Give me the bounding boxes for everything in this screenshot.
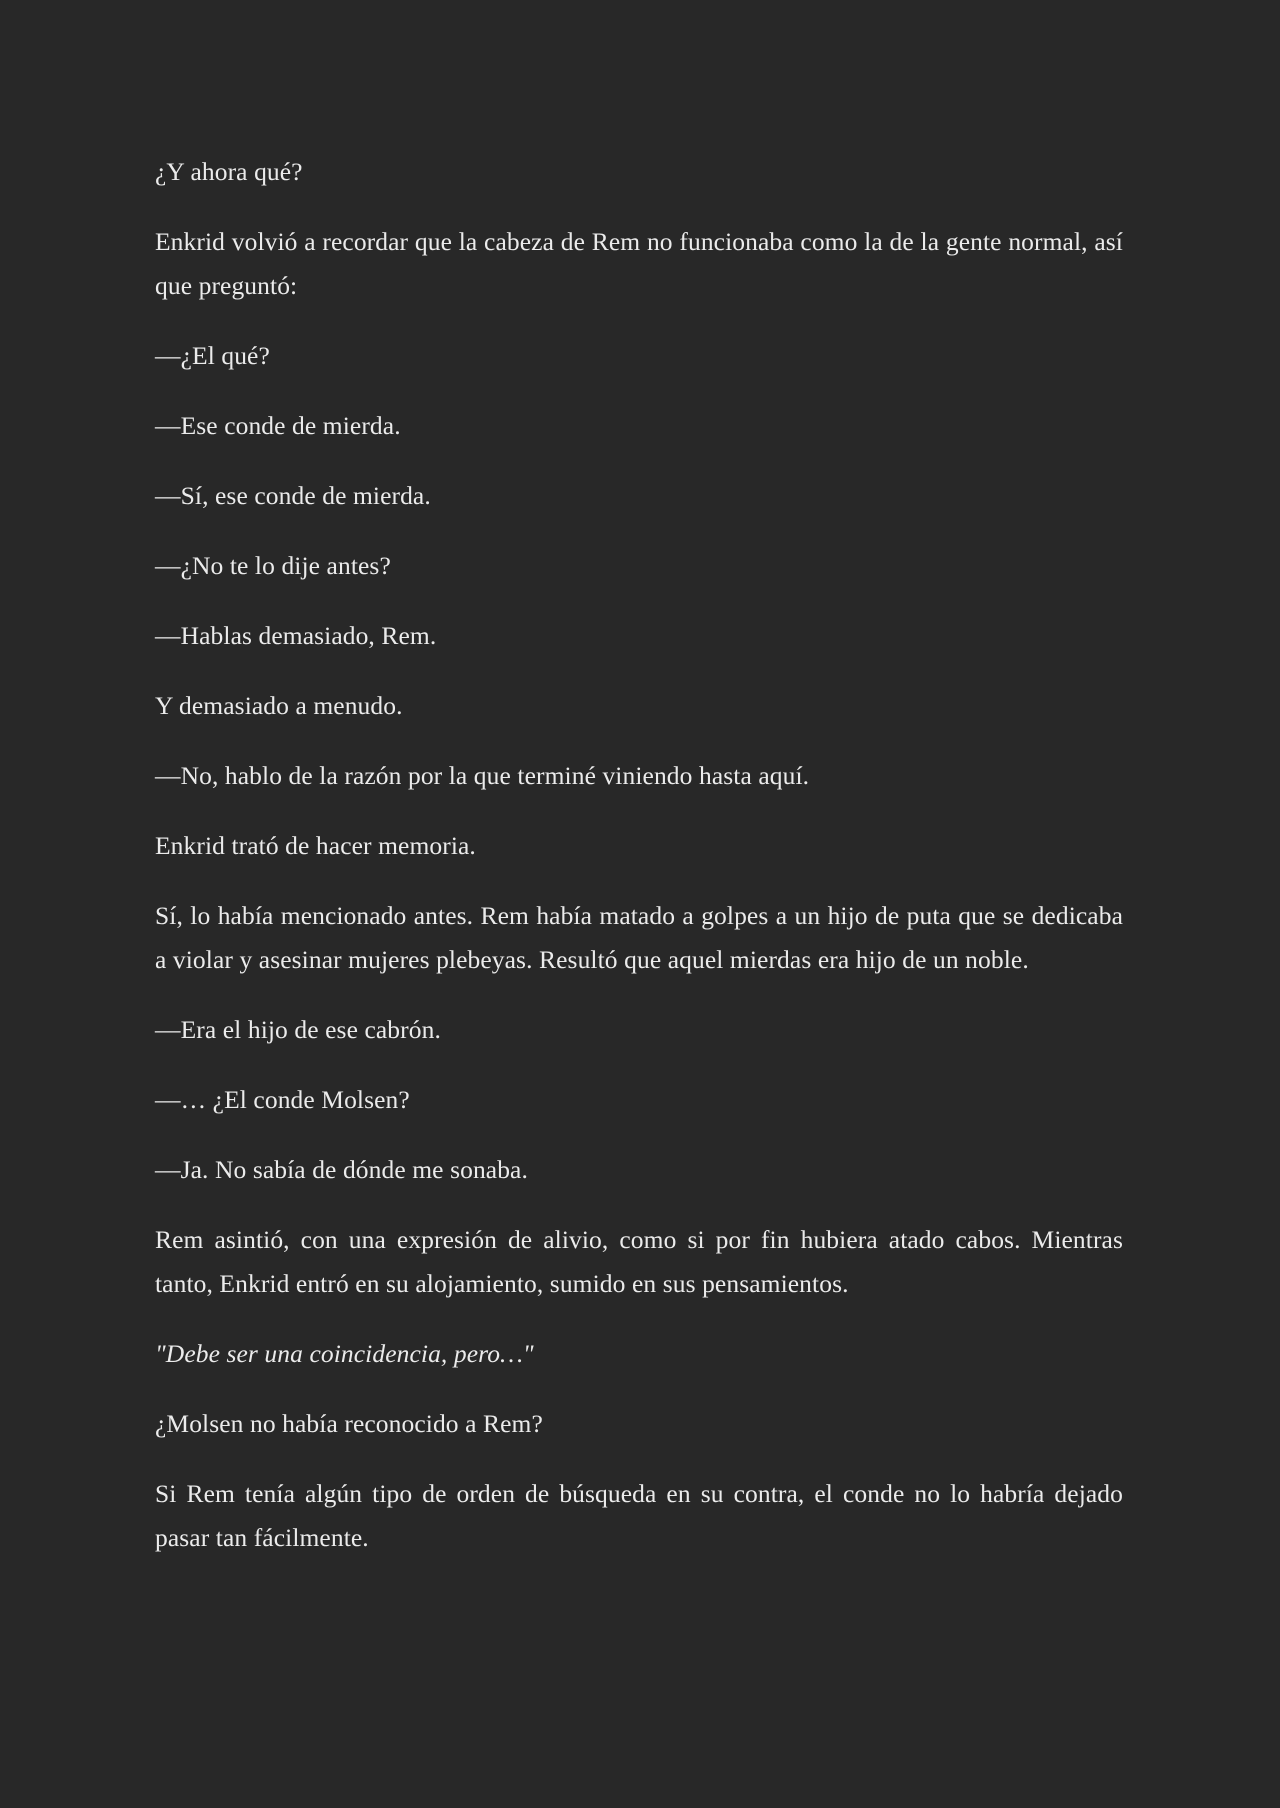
paragraph: —Hablas demasiado, Rem. — [155, 621, 437, 650]
paragraph: —¿El qué? — [155, 341, 270, 370]
paragraph: ¿Y ahora qué? — [155, 157, 303, 186]
paragraph: Enkrid trató de hacer memoria. — [155, 831, 476, 860]
paragraph: Y demasiado a menudo. — [155, 691, 403, 720]
paragraph: —Ja. No sabía de dónde me sonaba. — [155, 1155, 528, 1184]
reader-page — [155, 150, 1123, 1586]
paragraph: —¿No te lo dije antes? — [155, 551, 391, 580]
paragraph: ¿Molsen no había reconocido a Rem? — [155, 1409, 543, 1438]
paragraph: —… ¿El conde Molsen? — [155, 1085, 410, 1114]
italic-thought-paragraph: "Debe ser una coincidencia, pero…" — [155, 1339, 534, 1368]
paragraph: Sí, lo había mencionado antes. Rem había matado a golpes a un hijo de puta que se dedicaba a violar y asesinar mujeres plebeyas. Resultó que aquel mierdas era hijo de un noble. — [155, 901, 1123, 974]
paragraph: —Era el hijo de ese cabrón. — [155, 1015, 441, 1044]
paragraph: —Sí, ese conde de mierda. — [155, 481, 431, 510]
paragraph: Si Rem tenía algún tipo de orden de búsqueda en su contra, el conde no lo habría dejado pasar tan fácilmente. — [155, 1479, 1123, 1552]
paragraph: Enkrid volvió a recordar que la cabeza de Rem no funcionaba como la de la gente normal, así que preguntó: — [155, 227, 1123, 300]
paragraph: Rem asintió, con una expresión de alivio, como si por fin hubiera atado cabos. Mientras tanto, Enkrid entró en su alojamiento, sumido en sus pensamientos. — [155, 1225, 1123, 1298]
paragraph: —Ese conde de mierda. — [155, 411, 401, 440]
paragraph: —No, hablo de la razón por la que terminé viniendo hasta aquí. — [155, 761, 810, 790]
